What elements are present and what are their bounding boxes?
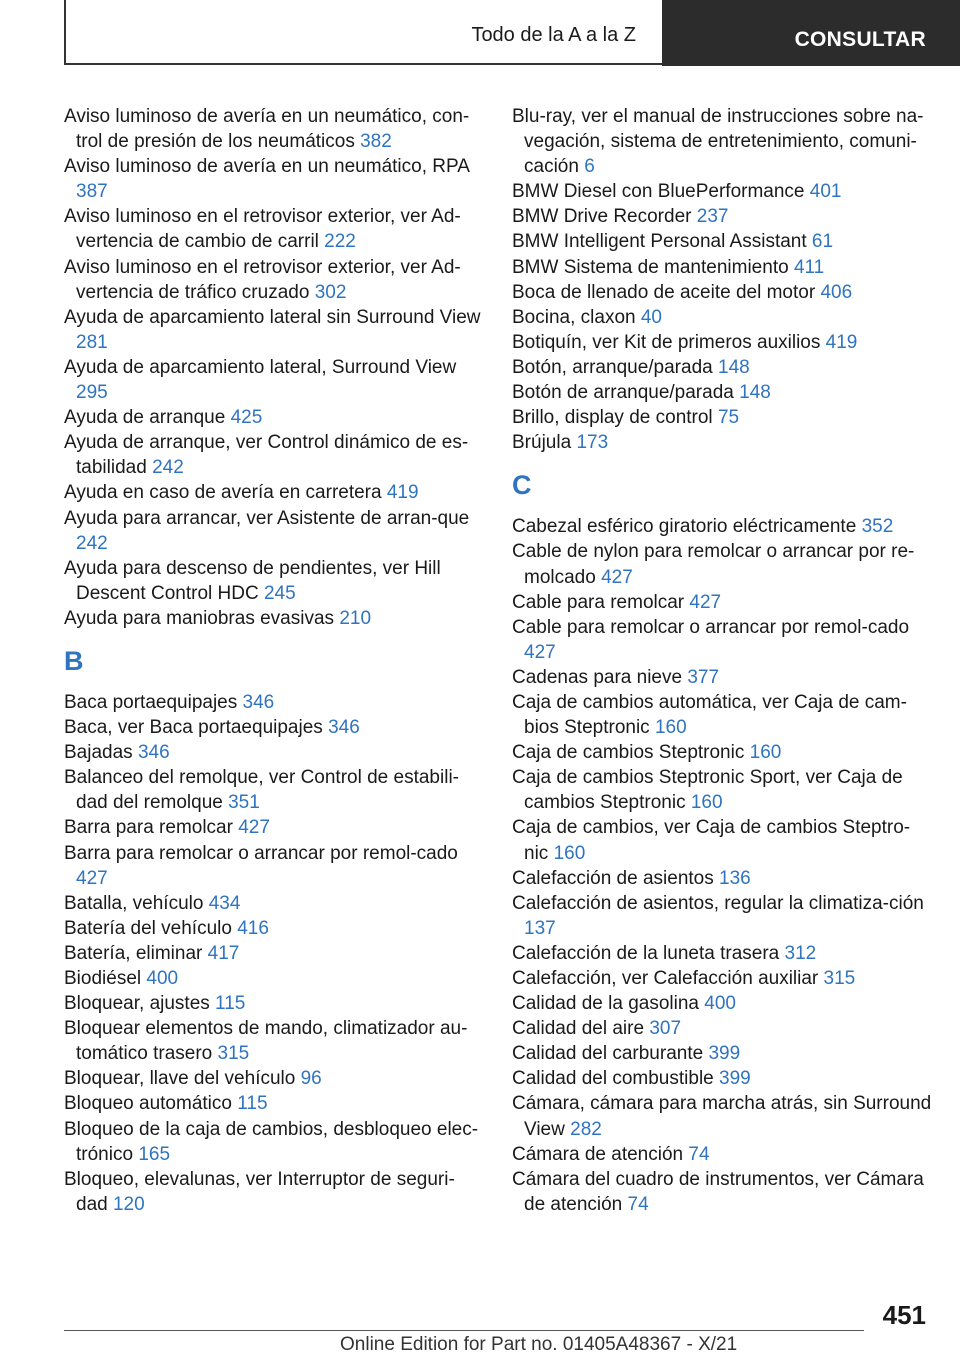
index-entry-text: Ayuda para maniobras evasivas xyxy=(64,607,335,629)
page-reference-link[interactable]: 237 xyxy=(696,206,729,228)
index-entry-text: Calefacción de asientos, regular la climatiza-ción xyxy=(512,892,924,914)
index-entry-text: Calefacción, ver Calefacción auxiliar xyxy=(512,968,819,989)
index-entry xyxy=(64,715,484,740)
page-reference-link[interactable]: 222 xyxy=(324,231,356,253)
index-entry-text: Aviso luminoso de avería en un neumático, RPA xyxy=(64,156,469,178)
index-entry xyxy=(64,690,484,715)
index-entry-text: Ayuda de aparcamiento lateral, Surround View xyxy=(64,356,457,378)
index-entry-text: Calidad de la gasolina xyxy=(512,993,699,1015)
index-entry-text: Calefacción de la luneta trasera xyxy=(512,942,780,964)
page-reference-link[interactable]: 425 xyxy=(230,407,263,429)
index-entry xyxy=(64,506,484,556)
page-reference-link[interactable]: 346 xyxy=(328,717,360,739)
index-entry xyxy=(64,1091,484,1116)
index-entry xyxy=(64,765,484,815)
page-reference-link[interactable]: 346 xyxy=(137,742,170,764)
index-entry xyxy=(512,104,932,179)
index-entry-text: Bloquear, ajustes xyxy=(64,993,210,1015)
page-reference-link[interactable]: 417 xyxy=(207,942,240,964)
index-entry-text: Batería, eliminar xyxy=(64,942,203,964)
page-reference-link[interactable]: 399 xyxy=(708,1043,741,1065)
page-reference-link[interactable]: 160 xyxy=(749,742,782,764)
index-letter-heading: B xyxy=(64,645,84,676)
section-title: Todo de la A a la Z xyxy=(471,24,636,46)
page-reference-link[interactable]: 136 xyxy=(719,867,751,889)
page-reference-link[interactable]: 352 xyxy=(861,516,894,538)
index-entry-text: Batalla, vehículo xyxy=(64,892,204,914)
index-entry xyxy=(64,255,484,305)
index-entry-text: Cámara, cámara para marcha atrás, sin Surround View xyxy=(512,1093,932,1140)
footer-rule xyxy=(64,1330,864,1331)
index-entry-text: Ayuda de aparcamiento lateral sin Surround View xyxy=(64,306,481,328)
index-entry-text: Balanceo del remolque, ver Control de estabili-dad del remolque xyxy=(64,767,459,814)
page-reference-link[interactable]: 399 xyxy=(719,1068,751,1090)
page-number: 451 xyxy=(882,1300,926,1330)
index-entry-text: BMW Diesel con BluePerformance xyxy=(512,181,805,203)
index-entry-text: Botón de arranque/parada xyxy=(512,382,734,404)
index-entry xyxy=(64,916,484,941)
page-reference-link[interactable]: 400 xyxy=(146,968,179,989)
index-entry xyxy=(512,891,932,941)
page-reference-link[interactable]: 401 xyxy=(809,181,842,203)
index-entry-text: Ayuda en caso de avería en carretera xyxy=(64,482,382,504)
index-entry xyxy=(512,405,932,430)
index-entry-text: Barra para remolcar xyxy=(64,817,233,839)
index-entry xyxy=(64,305,484,355)
index-entry xyxy=(512,539,932,589)
page-reference-link[interactable]: 242 xyxy=(76,532,108,554)
index-entry xyxy=(64,891,484,916)
page-reference-link[interactable]: 160 xyxy=(553,842,586,864)
page-reference-link[interactable]: 61 xyxy=(811,231,834,253)
page-reference-link[interactable]: 160 xyxy=(690,792,723,814)
index-entry-text: Botón, arranque/parada xyxy=(512,356,713,378)
page-reference-link[interactable]: 406 xyxy=(820,281,853,303)
page-reference-link[interactable]: 427 xyxy=(689,591,722,613)
index-entry-text: Cadenas para nieve xyxy=(512,666,683,688)
index-entry xyxy=(512,1041,932,1066)
index-entry xyxy=(64,966,484,991)
index-entry xyxy=(512,866,932,891)
index-column-right xyxy=(512,104,932,1217)
page-reference-link[interactable]: 115 xyxy=(215,993,246,1015)
page-reference-link[interactable]: 427 xyxy=(76,867,108,889)
index-entry-text: Cable para remolcar o arrancar por remol-cado xyxy=(512,616,910,638)
page-reference-link[interactable]: 387 xyxy=(76,181,108,203)
index-entry xyxy=(512,179,932,204)
index-entry xyxy=(512,765,932,815)
index-entry-text: Bajadas xyxy=(64,742,133,764)
index-entry-text: Caja de cambios, ver Caja de cambios Steptro-nic xyxy=(512,817,911,864)
index-entry-text: Caja de cambios Steptronic xyxy=(512,742,745,764)
page-reference-link[interactable]: 315 xyxy=(823,968,856,989)
index-entry xyxy=(512,941,932,966)
page-reference-link[interactable]: 75 xyxy=(717,407,740,429)
page-reference-link[interactable]: 6 xyxy=(584,156,595,178)
index-entry-text: Ayuda para descenso de pendientes, ver Hill Descent Control HDC xyxy=(64,557,441,604)
index-entry xyxy=(512,1016,932,1041)
index-entry-text: Cámara de atención xyxy=(512,1143,684,1165)
consultar-tab-label: CONSULTAR xyxy=(794,28,926,51)
page-reference-link[interactable]: 427 xyxy=(238,817,270,839)
page-reference-link[interactable]: 74 xyxy=(688,1143,710,1165)
index-entry-text: Caja de cambios automática, ver Caja de cam-bios Steptronic xyxy=(512,691,907,739)
page-reference-link[interactable]: 74 xyxy=(627,1193,649,1215)
index-entry-text: Ayuda para arrancar, ver Asistente de arran-que xyxy=(64,507,470,529)
header-rule-horizontal xyxy=(64,63,664,65)
index-entry-text: Cable para remolcar xyxy=(512,591,685,613)
index-entry-text: Calidad del combustible xyxy=(512,1068,714,1090)
page-reference-link[interactable]: 210 xyxy=(339,607,372,629)
index-entry xyxy=(64,1016,484,1066)
page-reference-link[interactable]: 351 xyxy=(228,792,260,814)
index-entry xyxy=(64,606,484,631)
page-reference-link[interactable]: 400 xyxy=(704,993,736,1015)
index-entry-text: Ayuda de arranque xyxy=(64,407,226,429)
page-reference-link[interactable]: 427 xyxy=(524,641,556,663)
footer-edition: Online Edition for Part no. 01405A48367 - X/21 xyxy=(340,1334,738,1355)
index-letter-heading: C xyxy=(512,470,532,501)
index-entry-text: Bloqueo de la caja de cambios, desbloqueo elec-trónico xyxy=(64,1118,479,1165)
index-entry-text: Bocina, claxon xyxy=(512,306,636,328)
index-entry xyxy=(64,941,484,966)
index-entry xyxy=(512,255,932,280)
index-entry xyxy=(64,1066,484,1091)
index-entry xyxy=(64,154,484,204)
index-entry xyxy=(64,204,484,254)
index-entry xyxy=(512,280,932,305)
page-reference-link[interactable]: 377 xyxy=(687,666,720,688)
page-reference-link[interactable]: 40 xyxy=(640,306,662,328)
index-entry xyxy=(64,405,484,430)
page-reference-link[interactable]: 148 xyxy=(739,382,771,404)
page-reference-link[interactable]: 96 xyxy=(300,1068,322,1090)
index-entry xyxy=(64,841,484,891)
index-entry-text: Batería del vehículo xyxy=(64,917,232,939)
index-entry xyxy=(512,204,932,229)
page-reference-link[interactable]: 245 xyxy=(263,582,296,604)
index-entry xyxy=(512,355,932,380)
page-reference-link[interactable]: 173 xyxy=(576,432,609,454)
index-entry-text: Bloquear elementos de mando, climatizador au-tomático trasero xyxy=(64,1018,468,1065)
consultar-tab[interactable] xyxy=(662,0,960,66)
index-entry xyxy=(512,1142,932,1167)
index-entry-text: Calidad del carburante xyxy=(512,1043,704,1065)
index-entry-text: BMW Sistema de mantenimiento xyxy=(512,256,789,278)
page-reference-link[interactable]: 416 xyxy=(237,917,269,939)
index-entry xyxy=(64,1167,484,1217)
page-reference-link[interactable]: 160 xyxy=(654,717,687,739)
page-reference-link[interactable]: 346 xyxy=(242,691,275,713)
index-entry xyxy=(512,430,932,455)
index-column-left xyxy=(64,104,484,1217)
index-entry xyxy=(64,1117,484,1167)
index-entry xyxy=(512,1167,932,1217)
index-entry xyxy=(512,380,932,405)
index-entry-text: Caja de cambios Steptronic Sport, ver Caja de cambios Steptronic xyxy=(512,767,903,814)
index-entry-text: Barra para remolcar o arrancar por remol-cado xyxy=(64,842,458,864)
index-entry xyxy=(512,330,932,355)
index-entry xyxy=(64,104,484,154)
index-entry-text: Boca de llenado de aceite del motor xyxy=(512,281,816,303)
index-entry xyxy=(64,480,484,505)
index-entry-text: Aviso luminoso en el retrovisor exterior, ver Ad-vertencia de cambio de carril xyxy=(64,206,461,253)
index-entry-text: Cable de nylon para remolcar o arrancar por re-molcado xyxy=(512,541,915,588)
index-entry xyxy=(512,966,932,991)
index-entry-text: Botiquín, ver Kit de primeros auxilios xyxy=(512,331,821,353)
index-entry-text: Calefacción de asientos xyxy=(512,867,714,889)
index-entry xyxy=(512,740,932,765)
index-entry-text: Bloqueo, elevalunas, ver Interruptor de seguri-dad xyxy=(64,1168,455,1215)
page-reference-link[interactable]: 302 xyxy=(314,281,347,303)
page-reference-link[interactable]: 427 xyxy=(601,566,633,588)
index-entry-text: Cabezal esférico giratorio eléctricamente xyxy=(512,516,857,538)
index-entry-text: Cámara del cuadro de instrumentos, ver Cámara de atención xyxy=(512,1168,924,1215)
index-entry xyxy=(512,1091,932,1141)
index-entry xyxy=(512,615,932,665)
index-entry-text: Brillo, display de control xyxy=(512,407,713,429)
page-reference-link[interactable]: 307 xyxy=(649,1018,682,1040)
index-entry xyxy=(64,556,484,606)
index-entry xyxy=(512,305,932,330)
page-reference-link[interactable]: 137 xyxy=(524,917,556,939)
index-entry xyxy=(512,229,932,254)
index-entry xyxy=(64,430,484,480)
index-entry xyxy=(512,690,932,740)
page-reference-link[interactable]: 165 xyxy=(138,1143,171,1165)
page-reference-link[interactable]: 120 xyxy=(112,1193,145,1215)
page-reference-link[interactable]: 315 xyxy=(217,1043,250,1065)
page-reference-link[interactable]: 434 xyxy=(208,892,241,914)
index-entry-text: Baca portaequipajes xyxy=(64,691,238,713)
index-entry-text: Aviso luminoso de avería en un neumático, con-trol de presión de los neumáticos xyxy=(64,106,470,153)
index-entry xyxy=(64,355,484,405)
page-reference-link[interactable]: 419 xyxy=(825,331,858,353)
index-entry-text: Calidad del aire xyxy=(512,1018,645,1040)
index-entry-text: Brújula xyxy=(512,432,572,454)
index-entry-text: Ayuda de arranque, ver Control dinámico de es-tabilidad xyxy=(64,432,469,479)
index-entry xyxy=(64,991,484,1016)
index-entry xyxy=(512,1066,932,1091)
page-reference-link[interactable]: 419 xyxy=(386,482,419,504)
index-entry xyxy=(512,815,932,865)
index-entry xyxy=(512,514,932,539)
page-reference-link[interactable]: 312 xyxy=(784,942,817,964)
index-entry xyxy=(512,590,932,615)
page-reference-link[interactable]: 242 xyxy=(152,457,184,479)
page-reference-link[interactable]: 281 xyxy=(76,331,108,353)
index-entry-text: Bloqueo automático xyxy=(64,1093,232,1115)
page-reference-link[interactable]: 411 xyxy=(793,256,825,278)
header-rule-vertical xyxy=(64,0,66,64)
index-entry xyxy=(512,991,932,1016)
page-reference-link[interactable]: 115 xyxy=(237,1093,268,1115)
page-reference-link[interactable]: 382 xyxy=(360,131,392,153)
index-entry-text: Blu-ray, ver el manual de instrucciones sobre na-vegación, sistema de entretenimiento, comuni-cación xyxy=(512,106,924,178)
index-entry-text: Bloquear, llave del vehículo xyxy=(64,1068,296,1090)
index-entry-text: Aviso luminoso en el retrovisor exterior, ver Ad-vertencia de tráfico cruzado xyxy=(64,256,461,303)
page-reference-link[interactable]: 282 xyxy=(570,1118,602,1140)
index-entry xyxy=(64,740,484,765)
index-entry xyxy=(512,665,932,690)
index-entry-text: BMW Drive Recorder xyxy=(512,206,692,228)
index-entry-text: BMW Intelligent Personal Assistant xyxy=(512,231,807,253)
page-reference-link[interactable]: 295 xyxy=(76,382,108,404)
index-entry-text: Biodiésel xyxy=(64,968,142,989)
index-entry-text: Baca, ver Baca portaequipajes xyxy=(64,717,323,739)
page-reference-link[interactable]: 148 xyxy=(718,356,750,378)
index-entry xyxy=(64,815,484,840)
